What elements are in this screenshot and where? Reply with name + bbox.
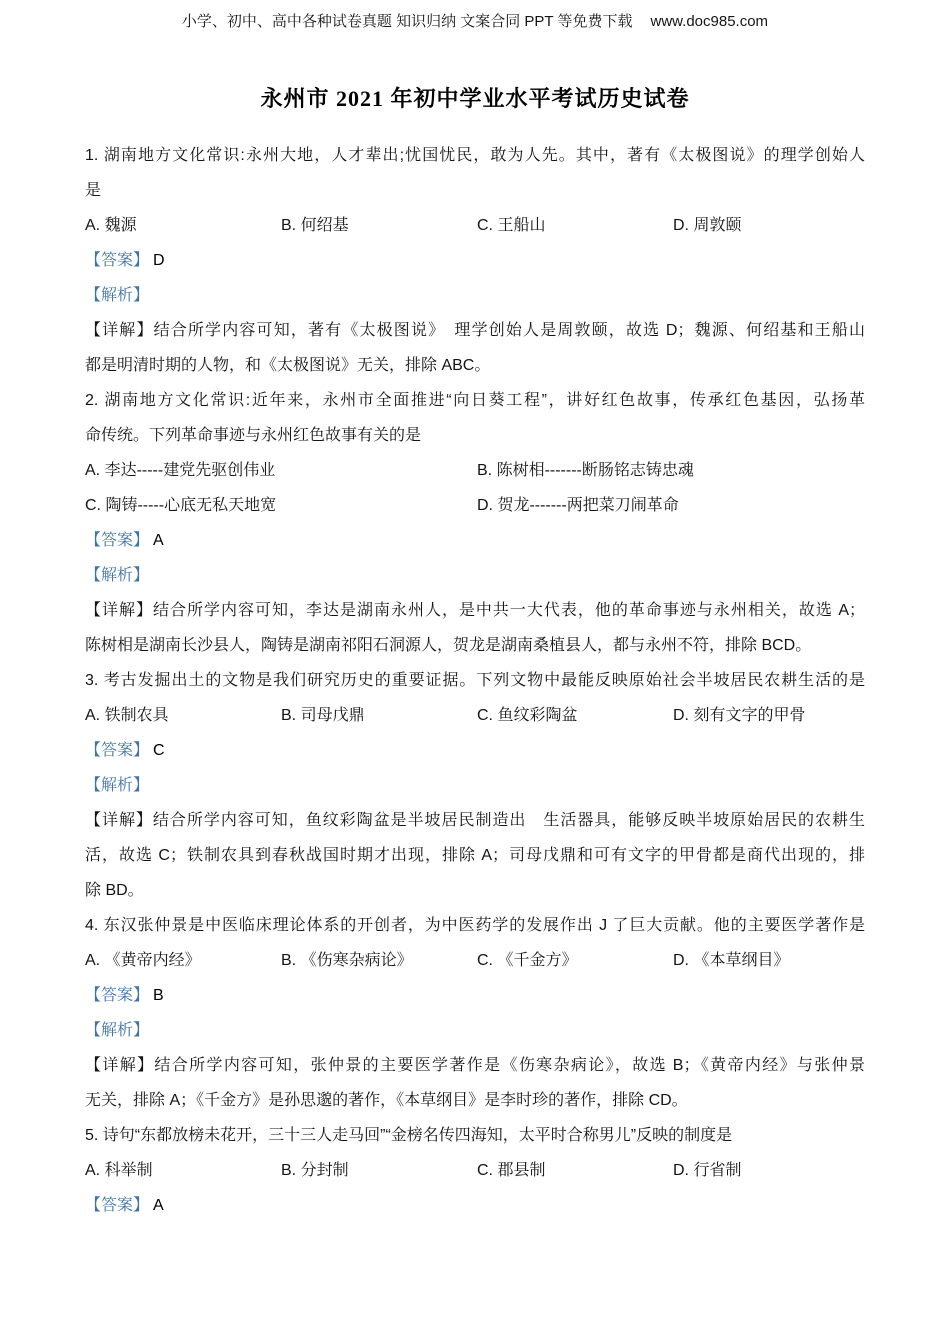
answer-label: 【答案】 xyxy=(85,987,150,1004)
exam-body xyxy=(85,138,865,1223)
question-3-answer-line xyxy=(85,733,865,768)
question-3-detail-line-3: 除 BD。 xyxy=(85,882,144,899)
analysis-label: 【解析】 xyxy=(85,567,150,584)
analysis-label: 【解析】 xyxy=(85,777,150,794)
header-url[interactable]: www.doc985.com xyxy=(650,13,769,30)
answer-label: 【答案】 xyxy=(85,1197,150,1214)
question-2-option-c: C. 陶铸-----心底无私天地宽 xyxy=(85,497,277,514)
question-4-detail-line-2: 无关，排除 A；《千金方》是孙思邈的著作，《本草纲目》是李时珍的著作，排除 CD。 xyxy=(85,1092,688,1109)
question-3-option-a: A. 铁制农具 xyxy=(85,707,169,724)
question-1-answer-value: D xyxy=(153,252,165,269)
question-4-answer-line xyxy=(85,978,865,1013)
question-5-options xyxy=(85,1153,865,1188)
question-5-option-a: A. 科举制 xyxy=(85,1162,153,1179)
question-1-option-b: B. 何绍基 xyxy=(281,217,349,234)
question-4-option-a: A. 《黄帝内经》 xyxy=(85,952,201,969)
question-2-option-d: D. 贺龙-------两把菜刀闹革命 xyxy=(477,497,679,514)
question-1-option-d: D. 周敦颐 xyxy=(673,217,742,234)
question-3-analysis-line xyxy=(85,768,865,803)
question-4-stem-line-1: 4. 东汉张仲景是中医临床理论体系的开创者，为中医药学的发展作出 J 了巨大贡献。他的主要医学著作是 xyxy=(85,917,865,934)
question-2-options-row-1 xyxy=(85,453,865,488)
question-2-stem-line-2: 命传统。下列革命事迹与永州红色故事有关的是 xyxy=(85,427,422,444)
answer-label: 【答案】 xyxy=(85,742,150,759)
question-5-stem-line-1: 5. 诗句“东都放榜未花开，三十三人走马回”“金榜名传四海知，太平时合称男儿”反映的制度是 xyxy=(85,1127,733,1144)
question-1-stem-line-2: 是 xyxy=(85,182,102,199)
question-2-option-a: A. 李达-----建党先驱创伟业 xyxy=(85,462,276,479)
question-2-option-b: B. 陈树相-------断肠铭志铸忠魂 xyxy=(477,462,694,479)
page-header xyxy=(0,10,950,31)
question-2-detail-line-2: 陈树相是湖南长沙县人，陶铸是湖南祁阳石洞源人，贺龙是湖南桑植县人，都与永州不符，排除 BCD。 xyxy=(85,637,812,654)
question-2-detail-line-1: 【详解】结合所学内容可知，李达是湖南永州人，是中共一大代表，他的革命事迹与永州相关，故选 A； xyxy=(85,602,865,619)
question-5-option-b: B. 分封制 xyxy=(281,1162,349,1179)
analysis-label: 【解析】 xyxy=(85,287,150,304)
question-1-answer-line xyxy=(85,243,865,278)
question-3-option-b: B. 司母戊鼎 xyxy=(281,707,365,724)
question-1-stem-line-1: 1. 湖南地方文化常识:永州大地，人才辈出;忧国忧民，敢为人先。其中，著有《太极图说》的理学创始人 xyxy=(85,147,865,164)
question-2-analysis-line xyxy=(85,558,865,593)
question-5-answer-value: A xyxy=(153,1197,164,1214)
question-1-analysis-line xyxy=(85,278,865,313)
question-5-answer-line xyxy=(85,1188,865,1223)
question-2-answer-value: A xyxy=(153,532,164,549)
doc-title: 永州市 2021 年初中学业水平考试历史试卷 xyxy=(260,86,690,111)
question-4-detail-line-1: 【详解】结合所学内容可知，张仲景的主要医学著作是《伤寒杂病论》，故选 B；《黄帝内经》与张仲景 xyxy=(85,1057,865,1074)
question-3-option-d: D. 刻有文字的甲骨 xyxy=(673,707,806,724)
header-text: 小学、初中、高中各种试卷真题 知识归纳 文案合同 PPT 等免费下载 xyxy=(181,13,633,30)
question-5-option-d: D. 行省制 xyxy=(673,1162,742,1179)
question-3-option-c: C. 鱼纹彩陶盆 xyxy=(477,707,578,724)
question-4-analysis-line xyxy=(85,1013,865,1048)
question-3-stem-line-1: 3. 考古发掘出土的文物是我们研究历史的重要证据。下列文物中最能反映原始社会半坡居民农耕生活的是 xyxy=(85,672,865,689)
question-1-option-c: C. 王船山 xyxy=(477,217,546,234)
question-5-option-c: C. 郡县制 xyxy=(477,1162,546,1179)
question-1-detail-line-1: 【详解】结合所学内容可知，著有《太极图说》 理学创始人是周敦颐，故选 D；魏源、何绍基和王船山 xyxy=(85,322,865,339)
question-3-detail-line-2: 活，故选 C；铁制农具到春秋战国时期才出现，排除 A；司母戊鼎和可有文字的甲骨都是商代出现的，排 xyxy=(85,847,865,864)
question-3-answer-value: C xyxy=(153,742,165,759)
question-3-options xyxy=(85,698,865,733)
question-3-detail-line-1: 【详解】结合所学内容可知，鱼纹彩陶盆是半坡居民制造出 生活器具，能够反映半坡原始居民的农耕生 xyxy=(85,812,865,829)
question-1-detail-line-2: 都是明清时期的人物，和《太极图说》无关，排除 ABC。 xyxy=(85,357,491,374)
question-4-option-c: C. 《千金方》 xyxy=(477,952,578,969)
question-4-option-b: B. 《伤寒杂病论》 xyxy=(281,952,413,969)
answer-label: 【答案】 xyxy=(85,252,150,269)
question-1-options xyxy=(85,208,865,243)
question-1-option-a: A. 魏源 xyxy=(85,217,137,234)
analysis-label: 【解析】 xyxy=(85,1022,150,1039)
question-4-option-d: D. 《本草纲目》 xyxy=(673,952,790,969)
question-2-options-row-2 xyxy=(85,488,865,523)
question-2-stem-line-1: 2. 湖南地方文化常识:近年来，永州市全面推进“向日葵工程”，讲好红色故事，传承红色基因，弘扬革 xyxy=(85,392,865,409)
question-2-answer-line xyxy=(85,523,865,558)
answer-label: 【答案】 xyxy=(85,532,150,549)
question-4-answer-value: B xyxy=(153,987,164,1004)
question-4-options xyxy=(85,943,865,978)
